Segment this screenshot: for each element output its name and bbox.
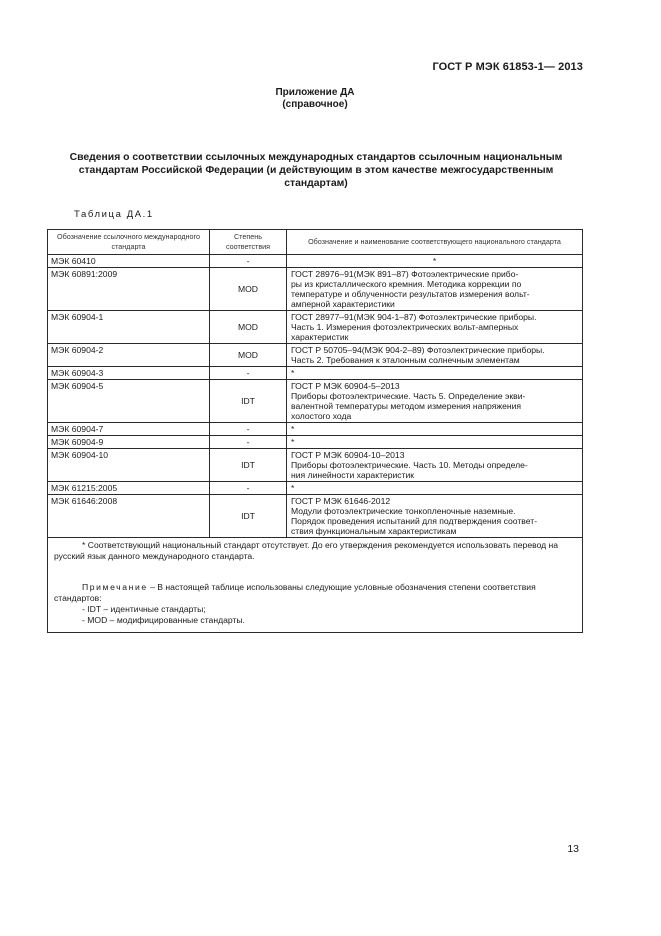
cell-national: ГОСТ 28976–91(МЭК 891–87) Фотоэлектрические прибо- ры из кристаллического кремния. Методика коррекции по температуре и облученности результатов измерения вольт- амперной характеристики <box>287 268 583 311</box>
header-degree: Степень соответствия <box>210 230 287 255</box>
cell-code: МЭК 60904-10 <box>48 449 210 482</box>
table-row <box>48 268 583 311</box>
cell-code: МЭК 60410 <box>48 255 210 268</box>
header-international: Обозначение ссылочного международного стандарта <box>48 230 210 255</box>
cell-code: МЭК 61215:2005 <box>48 482 210 495</box>
cell-degree: - <box>210 436 287 449</box>
cell-code: МЭК 60904-2 <box>48 344 210 367</box>
cell-degree: - <box>210 367 287 380</box>
cell-code: МЭК 60904-1 <box>48 311 210 344</box>
document-code: ГОСТ Р МЭК 61853-1— 2013 <box>432 61 583 73</box>
table-note <box>54 582 576 604</box>
cell-degree: IDT <box>210 449 287 482</box>
cell-national: * <box>287 436 583 449</box>
cell-degree: MOD <box>210 344 287 367</box>
note-item-mod: - MOD – модифицированные стандарты. <box>82 615 245 625</box>
cell-degree: - <box>210 255 287 268</box>
cell-national: * <box>287 423 583 436</box>
heading-line-3: стандартам) <box>284 178 348 189</box>
table-notes-row <box>48 538 583 633</box>
note-text: – В настоящей таблице использованы следующие условные обозначения степени соответствия стандартов: <box>54 582 536 603</box>
cell-national: ГОСТ Р МЭК 61646-2012 Модули фотоэлектрические тонкопленочные наземные. Порядок проведения испытаний для подтверждения соответ- ствия функциональным характеристикам <box>287 495 583 538</box>
table-header-row <box>48 230 583 255</box>
table-notes <box>48 538 583 633</box>
cell-national: ГОСТ Р МЭК 60904-10–2013 Приборы фотоэлектрические. Часть 10. Методы определе- ния линейности характеристик <box>287 449 583 482</box>
cell-degree: MOD <box>210 311 287 344</box>
header-national: Обозначение и наименование соответствующего национального стандарта <box>287 230 583 255</box>
table-row <box>48 344 583 367</box>
table-row <box>48 482 583 495</box>
table-row <box>48 436 583 449</box>
cell-degree: MOD <box>210 268 287 311</box>
table-row <box>48 423 583 436</box>
cell-national: ГОСТ Р МЭК 60904-5–2013 Приборы фотоэлектрические. Часть 5. Определение экви- валентной температуры методом измерения напряжения холостого хода <box>287 380 583 423</box>
cell-degree: IDT <box>210 495 287 538</box>
cell-code: МЭК 61646:2008 <box>48 495 210 538</box>
table-row <box>48 255 583 268</box>
appendix-name: Приложение ДА <box>275 87 355 98</box>
table-label: Таблица ДА.1 <box>74 209 154 220</box>
note-item-idt: - IDT – идентичные стандарты; <box>82 604 206 614</box>
heading-line-2: стандартам Российской Федерации (и действующим в этом качестве межгосударственным <box>78 165 554 176</box>
cell-code: МЭК 60891:2009 <box>48 268 210 311</box>
cell-national: ГОСТ 28977–91(МЭК 904-1–87) Фотоэлектрические приборы. Часть 1. Измерения фотоэлектрических вольт-амперных характеристик <box>287 311 583 344</box>
note-label: Примечание <box>82 582 148 592</box>
cell-national: * <box>287 255 583 268</box>
cell-national: * <box>287 482 583 495</box>
cell-degree: - <box>210 482 287 495</box>
cell-national: * <box>287 367 583 380</box>
cell-degree: - <box>210 423 287 436</box>
page-number: 13 <box>567 843 579 855</box>
cell-code: МЭК 60904-3 <box>48 367 210 380</box>
table-row <box>48 367 583 380</box>
appendix-subtitle: (справочное) <box>282 99 348 110</box>
cell-code: МЭК 60904-5 <box>48 380 210 423</box>
cell-degree: IDT <box>210 380 287 423</box>
section-heading <box>46 151 586 190</box>
cell-code: МЭК 60904-9 <box>48 436 210 449</box>
table-row <box>48 311 583 344</box>
table-row <box>48 380 583 423</box>
table-row <box>48 449 583 482</box>
heading-line-1: Сведения о соответствии ссылочных международных стандартов ссылочным национальным <box>69 152 563 163</box>
cell-national: ГОСТ Р 50705–94(МЭК 904-2–89) Фотоэлектрические приборы. Часть 2. Требования к эталонным солнечным элементам <box>287 344 583 367</box>
table-footnote: * Соответствующий национальный стандарт отсутствует. До его утверждения рекомендуется использовать перевод на русский язык данного международного стандарта. <box>54 540 559 561</box>
cell-code: МЭК 60904-7 <box>48 423 210 436</box>
table-row <box>48 495 583 538</box>
standards-table <box>47 229 583 633</box>
appendix-title <box>0 87 630 111</box>
